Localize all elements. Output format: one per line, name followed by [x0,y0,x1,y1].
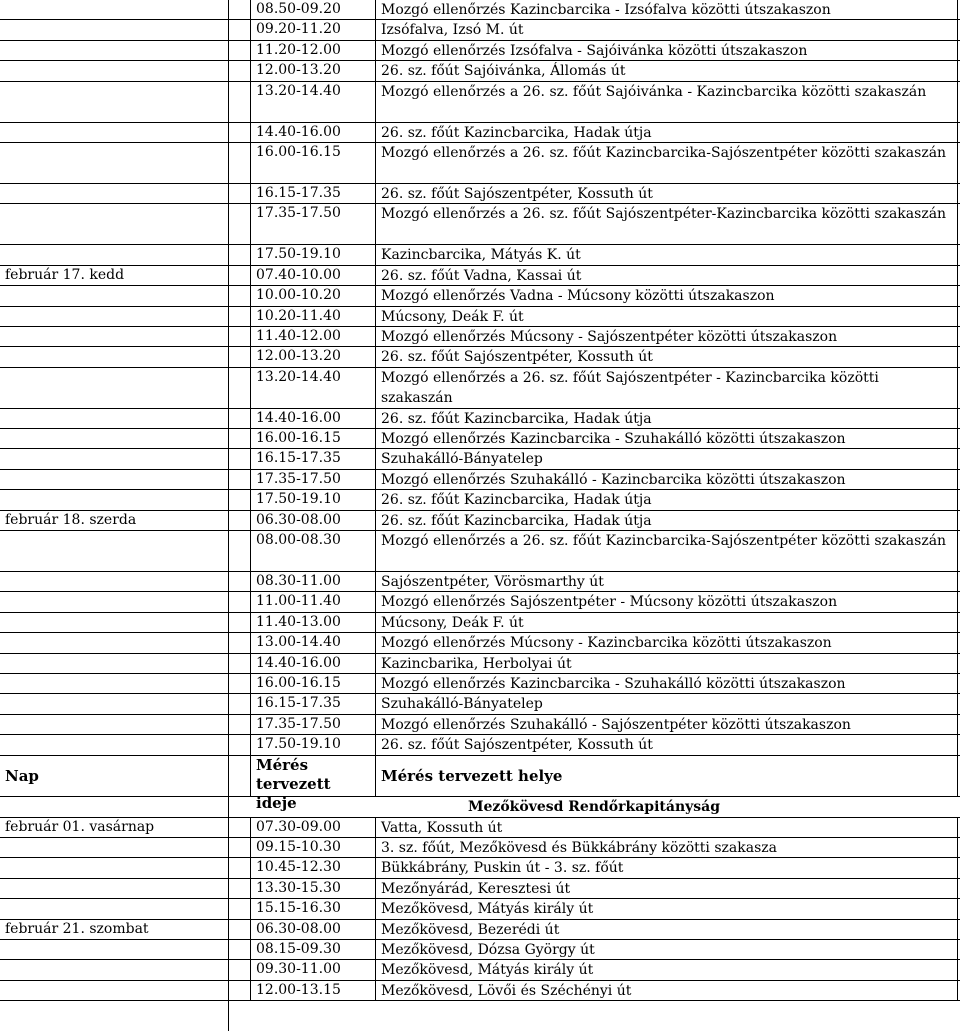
table-row [0,368,960,409]
time-cell: 12.00-13.15 [250,981,375,1000]
day-cell [0,409,228,428]
table-row [0,511,960,531]
day-cell [0,82,228,122]
day-cell [0,368,228,408]
place-cell: 26. sz. főút Sajóivánka, Állomás út [375,61,958,80]
day-cell [0,41,228,60]
place-cell: Mezőkövesd, Mátyás király út [375,960,958,979]
time-cell: 17.50-19.10 [250,735,375,754]
table-row [0,429,960,449]
section-title: Mezőkövesd Rendőrkapitányság [467,798,720,815]
table-row [0,123,960,143]
day-cell [0,592,228,611]
table-row [0,572,960,592]
day-cell [0,694,228,713]
table-row [0,204,960,245]
place-cell: Mozgó ellenőrzés Múcsony - Kazincbarcika közötti útszakaszon [375,633,958,652]
time-cell: 16.00-16.15 [250,429,375,448]
table-row [0,858,960,878]
place-cell: Mozgó ellenőrzés Múcsony - Sajószentpéter közötti útszakaszon [375,327,958,346]
time-cell: 17.35-17.50 [250,470,375,489]
place-cell: 26. sz. főút Kazincbarcika, Hadak útja [375,490,958,509]
table-row [0,449,960,469]
day-cell [0,940,228,959]
day-cell [0,981,228,1000]
day-cell [0,960,228,979]
place-cell: Vatta, Kossuth út [375,818,958,837]
table-row [0,838,960,858]
day-cell [0,286,228,305]
place-cell: Mozgó ellenőrzés Kazincbarcika - Izsófalva közötti útszakaszon [375,0,958,19]
day-cell [0,899,228,918]
table-row [0,531,960,572]
table-row [0,41,960,61]
time-cell: 17.50-19.10 [250,490,375,509]
table-row [0,409,960,429]
table-row [0,899,960,919]
day-cell [0,613,228,632]
time-cell: 13.00-14.40 [250,633,375,652]
place-cell: Mozgó ellenőrzés Vadna - Múcsony közötti útszakaszon [375,286,958,305]
day-cell [0,715,228,734]
day-cell [0,20,228,39]
time-cell: 17.50-19.10 [250,245,375,264]
place-cell: Szuhakálló-Bányatelep [375,449,958,468]
place-cell: Múcsony, Deák F. út [375,613,958,632]
day-cell [0,307,228,326]
place-cell: Kazincbarcika, Mátyás K. út [375,245,958,264]
place-cell: Mozgó ellenőrzés Kazincbarcika - Szuhakálló közötti útszakaszon [375,429,958,448]
time-cell: 12.00-13.20 [250,61,375,80]
header-day: Nap [5,766,39,785]
place-cell: 26. sz. főút Vadna, Kassai út [375,266,958,285]
time-cell: 11.40-12.00 [250,327,375,346]
time-cell: 11.20-12.00 [250,41,375,60]
place-cell: Múcsony, Deák F. út [375,307,958,326]
place-cell: Mozgó ellenőrzés a 26. sz. főút Sajóivánka - Kazincbarcika közötti szakaszán [375,82,958,122]
day-cell [0,858,228,877]
time-cell: 16.15-17.35 [250,694,375,713]
table-row [0,0,960,20]
place-cell: Mozgó ellenőrzés Kazincbarcika - Szuhakálló közötti útszakaszon [375,674,958,693]
place-cell: Mozgó ellenőrzés a 26. sz. főút Kazincbarcika-Sajószentpéter közötti szakaszán [375,531,958,571]
table-row [0,327,960,347]
table-row [0,674,960,694]
table-row [0,490,960,510]
day-cell [0,204,228,244]
day-cell [0,61,228,80]
table-row [0,920,960,940]
table-row [0,735,960,755]
time-cell: 07.30-09.00 [250,818,375,837]
table-row [0,654,960,674]
place-cell: Sajószentpéter, Vörösmarthy út [375,572,958,591]
time-cell: 13.30-15.30 [250,879,375,898]
time-cell: 10.20-11.40 [250,307,375,326]
place-cell: Mezőkövesd, Bezerédi út [375,920,958,939]
time-cell: 08.15-09.30 [250,940,375,959]
day-cell [0,429,228,448]
day-cell [0,654,228,673]
table-row [0,286,960,306]
place-cell: Mozgó ellenőrzés a 26. sz. főút Sajószentpéter - Kazincbarcika közötti szakaszán [375,368,958,408]
day-cell: február 18. szerda [5,511,137,528]
schedule-table-b [0,818,960,1002]
table-row [0,307,960,327]
place-cell: 26. sz. főút Sajószentpéter, Kossuth út [375,735,958,754]
table-row [0,715,960,735]
day-cell [0,245,228,264]
place-cell: Mezőkövesd, Mátyás király út [375,899,958,918]
place-cell: Mezőnyárád, Keresztesi út [375,879,958,898]
time-cell: 17.35-17.50 [250,204,375,244]
time-cell: 09.15-10.30 [250,838,375,857]
table-row [0,879,960,899]
table-row [0,633,960,653]
table-row [0,143,960,184]
place-cell: Mozgó ellenőrzés Izsófalva - Sajóivánka közötti útszakaszon [375,41,958,60]
time-cell: 08.00-08.30 [250,531,375,571]
day-cell [0,449,228,468]
time-cell: 16.00-16.15 [250,143,375,183]
place-cell: Mezőkövesd, Dózsa György út [375,940,958,959]
day-cell [0,470,228,489]
time-cell: 09.30-11.00 [250,960,375,979]
day-cell [0,143,228,183]
day-cell [0,123,228,142]
time-cell: 13.20-14.40 [250,82,375,122]
table-row [0,470,960,490]
time-cell: 14.40-16.00 [250,409,375,428]
time-cell: 08.50-09.20 [250,0,375,19]
time-cell: 14.40-16.00 [250,123,375,142]
day-cell [0,838,228,857]
time-cell: 11.00-11.40 [250,592,375,611]
place-cell: 26. sz. főút Sajószentpéter, Kossuth út [375,184,958,203]
day-cell [0,531,228,571]
place-cell: Bükkábrány, Puskin út - 3. sz. főút [375,858,958,877]
day-cell [0,490,228,509]
place-cell: Mozgó ellenőrzés Szuhakálló - Kazincbarcika közötti útszakaszon [375,470,958,489]
place-cell: 26. sz. főút Kazincbarcika, Hadak útja [375,511,958,530]
day-cell [0,347,228,366]
time-cell: 08.30-11.00 [250,572,375,591]
table-row [0,184,960,204]
place-cell: Mozgó ellenőrzés a 26. sz. főút Kazincbarcika-Sajószentpéter közötti szakaszán [375,143,958,183]
time-cell: 07.40-10.00 [250,266,375,285]
table-row [0,347,960,367]
day-cell: február 01. vasárnap [5,818,155,835]
time-cell: 17.35-17.50 [250,715,375,734]
day-cell [0,735,228,754]
place-cell: Mezőkövesd, Lövői és Széchényi út [375,981,958,1000]
time-cell: 06.30-08.00 [250,511,375,530]
table-row [0,818,960,838]
time-cell: 16.00-16.15 [250,674,375,693]
section-row [0,797,960,818]
time-cell: 14.40-16.00 [250,654,375,673]
place-cell: Kazincbarika, Herbolyai út [375,654,958,673]
table-row [0,694,960,714]
time-cell: 10.45-12.30 [250,858,375,877]
day-cell [0,879,228,898]
day-cell [0,184,228,203]
place-cell: 26. sz. főút Sajószentpéter, Kossuth út [375,347,958,366]
table-row [0,20,960,40]
table-row [0,245,960,265]
table-row [0,981,960,1001]
table-row [0,940,960,960]
time-cell: 15.15-16.30 [250,899,375,918]
day-cell [0,633,228,652]
day-cell [0,0,228,19]
place-cell: Mozgó ellenőrzés Szuhakálló - Sajószentpéter közötti útszakaszon [375,715,958,734]
time-cell: 06.30-08.00 [250,920,375,939]
header-place: Mérés tervezett helye [375,756,958,796]
day-cell [0,327,228,346]
day-cell: február 21. szombat [5,920,149,937]
table-row [0,960,960,980]
time-cell: 10.00-10.20 [250,286,375,305]
place-cell: Szuhakálló-Bányatelep [375,694,958,713]
place-cell: Mozgó ellenőrzés a 26. sz. főút Sajószentpéter-Kazincbarcika közötti szakaszán [375,204,958,244]
table-row [0,592,960,612]
time-cell: 16.15-17.35 [250,449,375,468]
table-row [0,61,960,81]
day-cell: február 17. kedd [5,266,125,283]
time-cell: 09.20-11.20 [250,20,375,39]
table-row [0,82,960,123]
day-cell [0,572,228,591]
place-cell: Mozgó ellenőrzés Sajószentpéter - Múcsony közötti útszakaszon [375,592,958,611]
time-cell: 11.40-13.00 [250,613,375,632]
time-cell: 16.15-17.35 [250,184,375,203]
time-cell: 13.20-14.40 [250,368,375,408]
place-cell: 26. sz. főút Kazincbarcika, Hadak útja [375,409,958,428]
header-time: Mérés tervezett ideje [250,756,375,796]
table-row [0,613,960,633]
place-cell: 26. sz. főút Kazincbarcika, Hadak útja [375,123,958,142]
day-cell [0,674,228,693]
time-cell: 12.00-13.20 [250,347,375,366]
table-row [0,266,960,286]
place-cell: 3. sz. főút, Mezőkövesd és Bükkábrány közötti szakasza [375,838,958,857]
place-cell: Izsófalva, Izsó M. út [375,20,958,39]
